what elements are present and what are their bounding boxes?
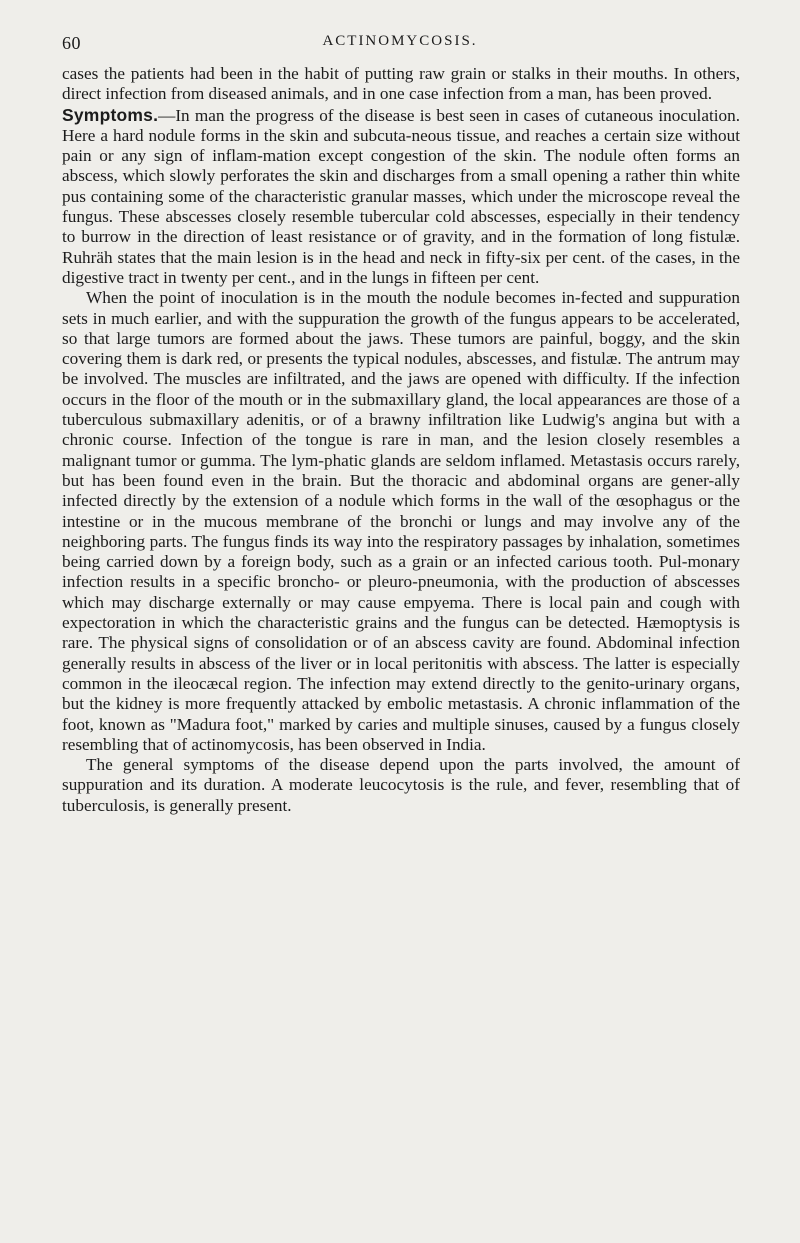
section-heading: Symptoms. — [62, 104, 159, 125]
paragraph-symptoms — [62, 105, 740, 289]
page-number: 60 — [62, 33, 81, 53]
running-head: ACTINOMYCOSIS. — [322, 33, 478, 49]
paragraph-inoculation: When the point of inoculation is in the mouth the nodule becomes in-fected and suppuration sets in much earlier, and with the suppuration the growth of the fungus appears to be accelerated, so that large tumors are formed about the jaws. These tumors are painful, boggy, and the skin covering them is dark red, or presents the typical nodules, abscesses, and fistulæ. The antrum may be involved. The muscles are infiltrated, and the jaws are opened with difficulty. If the infection occurs in the floor of the mouth or in the submaxillary gland, the local appearances are those of a tuberculous submaxillary adenitis, or of a brawny infiltration like Ludwig's angina but with a chronic course. Infection of the tongue is rare in man, and the lesion closely resembles a malignant tumor or gumma. The lym-phatic glands are seldom inflamed. Metastasis occurs rarely, but has been found even in the brain. But the thoracic and abdominal organs are gener-ally infected directly by the extension of a nodule which forms in the wall of the œsophagus or the intestine or in the mucous membrane of the bronchi or lungs and may involve any of the neighboring parts. The fungus finds its way into the respiratory passages by inhalation, sometimes being carried down by a foreign body, such as a grain or an infected carious tooth. Pul-monary infection results in a specific broncho- or pleuro-pneumonia, with the production of abscesses which may discharge externally or may cause empyema. There is local pain and cough with expectoration in which the characteristic grains and the fungus can be detected. Hæmoptysis is rare. The physical signs of consolidation or of an abscess cavity are found. Abdominal infection generally results in abscess of the liver or in local peritonitis with abscess. The latter is especially common in the ileocæcal region. The infection may extend directly to the genito-urinary organs, but the kidney is more frequently attacked by embolic metastasis. A chronic inflammation of the foot, known as "Madura foot," marked by caries and multiple sinuses, caused by a fungus closely resembling that of actinomycosis, has been observed in India. — [62, 288, 740, 754]
paragraph-general-symptoms: The general symptoms of the disease depend upon the parts involved, the amount of suppuration and its duration. A moderate leucocytosis is the rule, and fever, resembling that of tuberculosis, is generally present. — [62, 755, 740, 815]
paragraph-continuation: cases the patients had been in the habit of putting raw grain or stalks in their mouths. In others, direct infection from diseased animals, and in one case infection from a man, has been proved. — [62, 64, 740, 104]
paragraph-symptoms-text: —In man the progress of the disease is best seen in cases of cutaneous inoculation. Here a hard nodule forms in the skin and subcuta-neous tissue, and reaches a certain size without pain or any sign of inflam-mation except congestion of the skin. The nodule often forms an abscess, which slowly perforates the skin and discharges from a small opening a rather thin white pus containing some of the characteristic granular masses, which under the microscope reveal the fungus. These abscesses closely resemble tubercular cold abscesses, especially in their tendency to burrow in the direction of least resistance or of gravity, and in the formation of long fistulæ. Ruhräh states that the main lesion is in the head and neck in fifty-six per cent. of the cases, in the digestive tract in twenty per cent., and in the lungs in fifteen per cent. — [62, 105, 740, 287]
body-text — [62, 64, 740, 816]
